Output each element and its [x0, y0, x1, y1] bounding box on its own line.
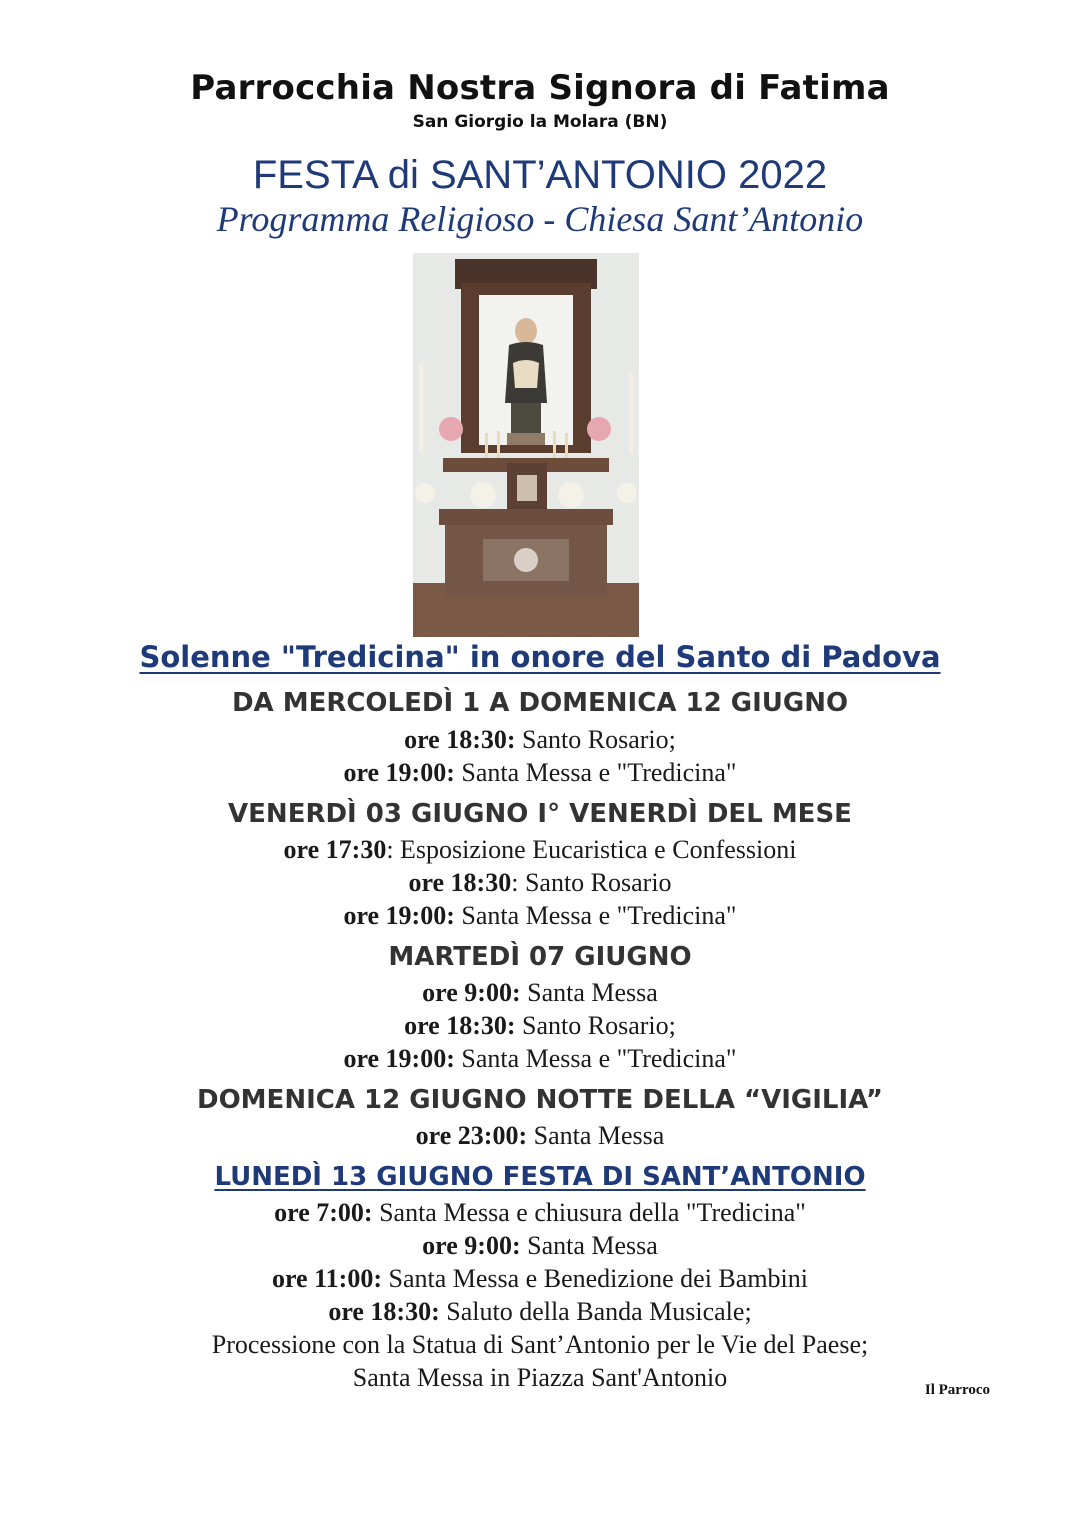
festa-title: FESTA di SANT’ANTONIO 2022 — [252, 153, 828, 197]
section-heading: DOMENICA 12 GIUGNO NOTTE DELLA “VIGILIA” — [197, 1085, 883, 1115]
parish-name: Parrocchia Nostra Signora di Fatima — [190, 68, 890, 108]
schedule-line: ore 7:00: Santa Messa e chiusura della "Tredicina" — [274, 1198, 806, 1227]
schedule-line: ore 9:00: Santa Messa — [422, 1231, 658, 1260]
schedule-line: ore 17:30: Esposizione Eucaristica e Confessioni — [283, 835, 797, 864]
tredicina-title: Solenne "Tredicina" in onore del Santo di Padova — [139, 640, 941, 674]
programma-subtitle: Programma Religioso - Chiesa Sant’Antonio — [216, 199, 864, 239]
schedule-line: ore 9:00: Santa Messa — [422, 978, 658, 1007]
schedule-line: ore 19:00: Santa Messa e "Tredicina" — [343, 1044, 737, 1073]
schedule-line: ore 18:30: Santo Rosario; — [404, 1011, 676, 1040]
section-heading-festa: LUNEDÌ 13 GIUGNO FESTA DI SANT’ANTONIO — [214, 1162, 866, 1192]
schedule-line: ore 18:30: Santo Rosario — [408, 868, 672, 897]
schedule-line: ore 19:00: Santa Messa e "Tredicina" — [343, 901, 737, 930]
schedule-line: ore 18:30: Santo Rosario; — [404, 725, 676, 754]
signature: Il Parroco — [924, 1382, 990, 1398]
altar-photo — [413, 253, 639, 637]
schedule-line: Processione con la Statua di Sant’Antonio per le Vie del Paese; — [211, 1330, 869, 1359]
schedule-line: ore 19:00: Santa Messa e "Tredicina" — [343, 758, 737, 787]
schedule-line: ore 23:00: Santa Messa — [415, 1121, 665, 1150]
schedule-line: Santa Messa in Piazza Sant'Antonio — [352, 1363, 728, 1392]
section-heading: DA MERCOLEDÌ 1 A DOMENICA 12 GIUGNO — [231, 688, 849, 718]
schedule-line: ore 11:00: Santa Messa e Benedizione dei Bambini — [271, 1264, 808, 1293]
section-heading: MARTEDÌ 07 GIUGNO — [388, 942, 692, 972]
town-name: San Giorgio la Molara (BN) — [412, 112, 668, 132]
altar-photo-icon — [413, 253, 639, 637]
section-heading: VENERDÌ 03 GIUGNO I° VENERDÌ DEL MESE — [228, 799, 852, 829]
schedule-line: ore 18:30: Saluto della Banda Musicale; — [328, 1297, 752, 1326]
